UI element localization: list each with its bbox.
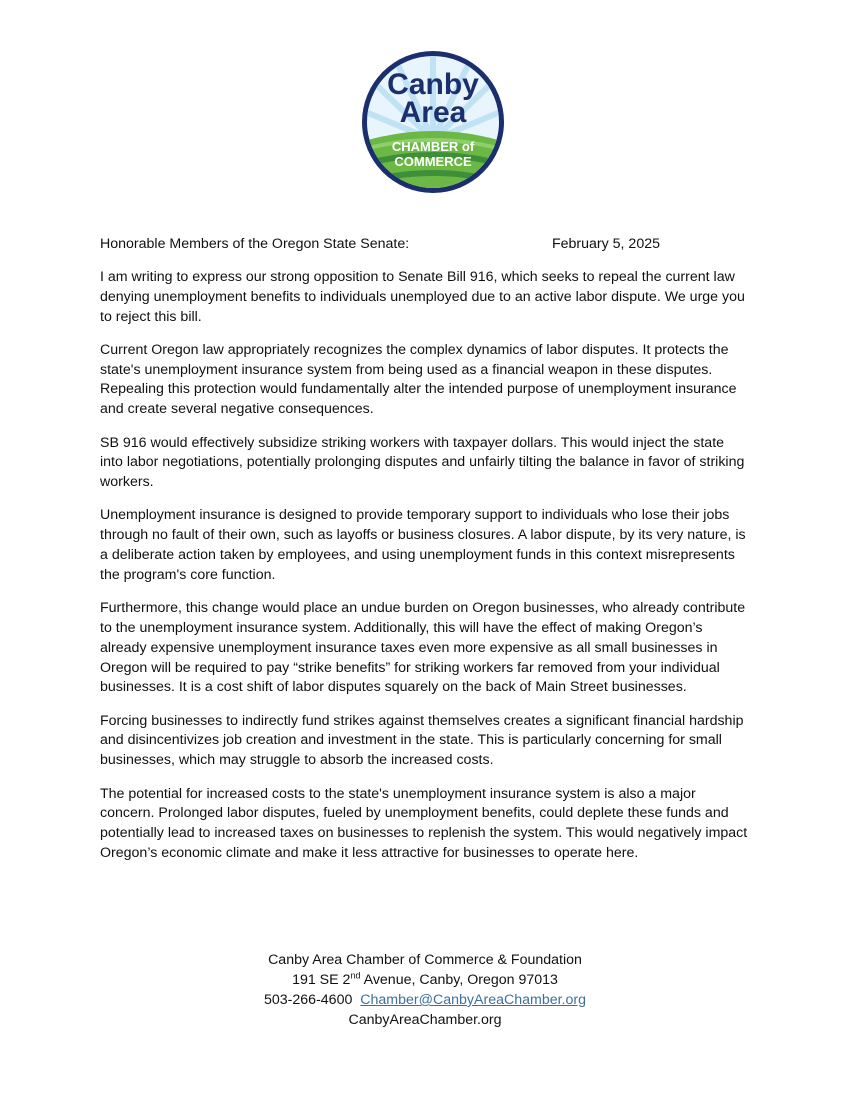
- letterhead-footer: [0, 950, 850, 1030]
- chamber-logo: [361, 50, 505, 194]
- paragraph: SB 916 would effectively subsidize striking workers with taxpayer dollars. This would inject the state into labor negotiations, potentially prolonging disputes and unfairly tilting the balance in favor of striking workers.: [100, 434, 745, 491]
- logo-line1: Canby: [387, 68, 479, 101]
- footer-phone: 503-266-4600: [264, 992, 353, 1008]
- logo-line2: Area: [399, 96, 467, 129]
- footer-website: CanbyAreaChamber.org: [348, 1012, 502, 1028]
- address-rest: Avenue, Canby, Oregon 97013: [360, 972, 558, 988]
- letter-date: February 5, 2025: [551, 236, 660, 252]
- paragraph: Current Oregon law appropriately recognizes the complex dynamics of labor disputes. It protects the state's unemployment insurance system from being used as a financial weapon in these disputes. Repealing this protection would fundamentally alter the intended purpose of unemployment insurance and create several negative consequences.: [100, 341, 737, 418]
- letter-body: [100, 234, 750, 877]
- greeting-line: [100, 234, 750, 254]
- logo-line3: CHAMBER of: [391, 139, 475, 154]
- footer-email-link[interactable]: Chamber@CanbyAreaChamber.org: [360, 992, 586, 1008]
- paragraph: The potential for increased costs to the state's unemployment insurance system is also a major concern. Prolonged labor disputes, fueled by unemployment benefits, could deplete these funds and potentially lead to increased taxes on businesses to replenish the system. This would negatively impact Oregon’s economic climate and make it less attractive for businesses to operate here.: [100, 785, 748, 861]
- logo-line4: COMMERCE: [394, 154, 472, 169]
- footer-org: Canby Area Chamber of Commerce & Foundation: [268, 952, 582, 968]
- paragraph: Furthermore, this change would place an undue burden on Oregon businesses, who already contribute to the unemployment insurance system. Additionally, this will have the effect of making Oregon’s already expensive unemployment insurance taxes even more expensive as all small businesses in Oregon will be required to pay “strike benefits” for striking workers far removed from your individual businesses. It is a cost shift of labor disputes squarely on the back of Main Street businesses.: [100, 600, 746, 696]
- address-street-number: 191 SE 2: [292, 972, 351, 988]
- paragraph: Unemployment insurance is designed to provide temporary support to individuals who lose their jobs through no fault of their own, such as layoffs or business closures. A labor dispute, by its very nature, is a deliberate action taken by employees, and using unemployment funds in this context misrepresents the program's core function.: [100, 507, 746, 583]
- paragraph: Forcing businesses to indirectly fund strikes against themselves creates a significant financial hardship and disincentivizes job creation and investment in the state. This is particularly concerning for small businesses, which may struggle to absorb the increased costs.: [100, 712, 744, 769]
- address-ordinal: nd: [350, 970, 361, 981]
- footer-contact: [0, 990, 850, 1010]
- footer-address: [0, 970, 850, 990]
- paragraph: I am writing to express our strong opposition to Senate Bill 916, which seeks to repeal the current law denying unemployment benefits to individuals unemployed due to an active labor dispute. We urge you to reject this bill.: [100, 269, 745, 325]
- salutation: Honorable Members of the Oregon State Senate:: [100, 236, 410, 252]
